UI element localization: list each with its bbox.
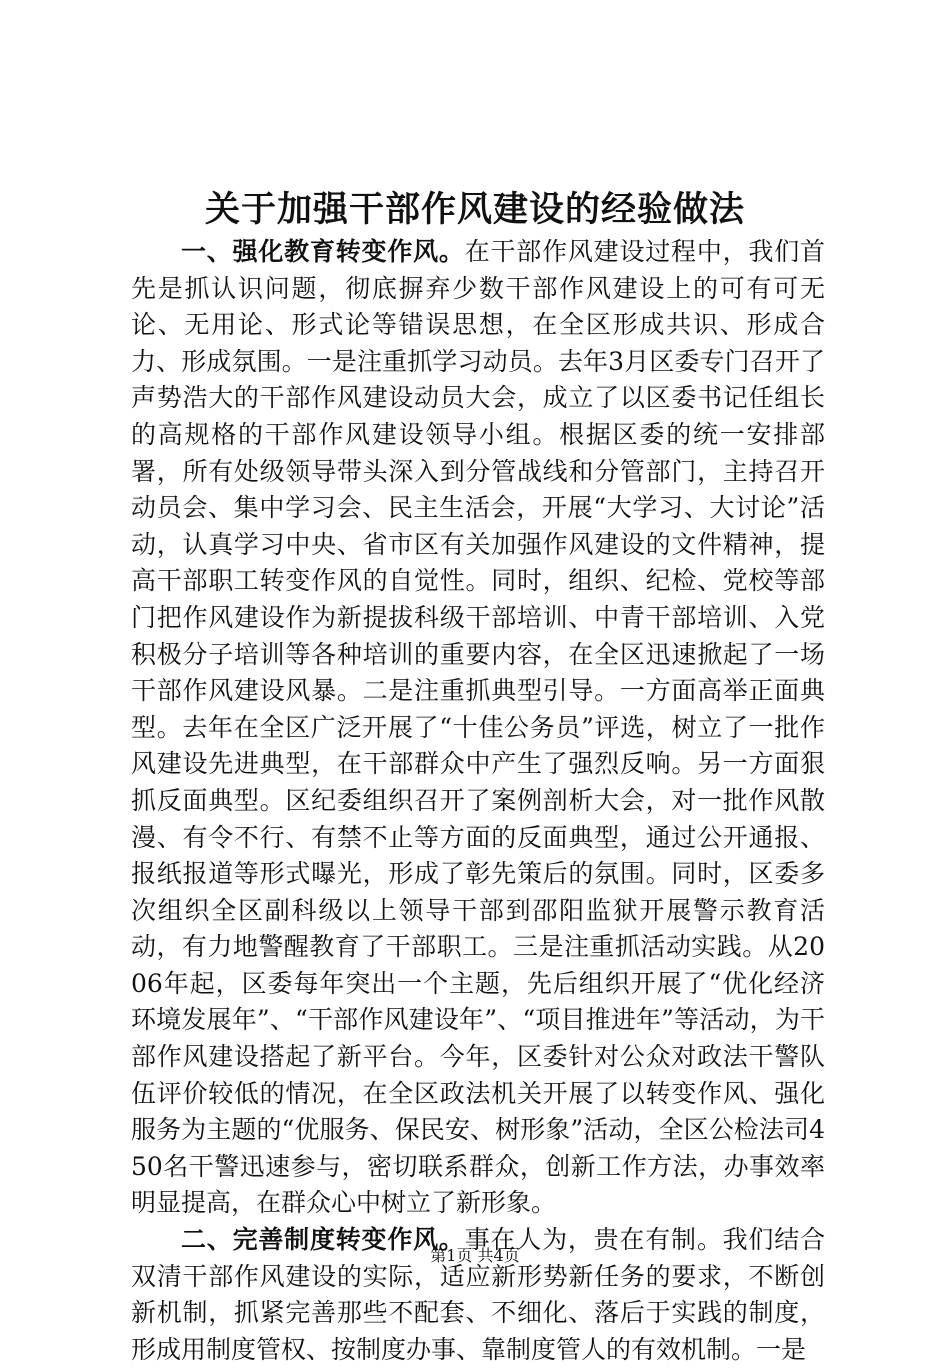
paragraph-2 [131,1222,825,1368]
paragraph-1 [131,234,825,1222]
paragraph-2-text: 事在人为，贵在有制。我们结合双清干部作风建设的实际，适应新形势新任务的要求，不断创新机制，抓紧完善那些不配套、不细化、落后于实践的制度，形成用制度管权、按制度办事、靠制度管人的有效机制。一是 [131,1225,825,1364]
page-number-footer: 第1页 共4页 [430,1246,520,1265]
document-title: 关于加强干部作风建设的经验做法 [204,190,745,230]
paragraph-2-heading: 二、完善制度转变作风。 [181,1225,465,1255]
paragraph-1-heading: 一、强化教育转变作风。 [181,237,465,266]
document-body [131,234,825,1368]
paragraph-1-text: 在干部作风建设过程中，我们首先是抓认识问题，彻底摒弃少数干部作风建设上的可有可无论、无用论、形式论等错误思想，在全区形成共识、形成合力、形成氛围。一是注重抓学习动员。去年3月区委专门召开了声势浩大的干部作风建设动员大会，成立了以区委书记任组长的高规格的干部作风建设领导小组。根据区委的统一安排部署，所有处级领导带头深入到分管战线和分管部门，主持召开动员会、集中学习会、民主生活会，开展“大学习、大讨论”活动，认真学习中央、省市区有关加强作风建设的文件精神，提高干部职工转变作风的自觉性。同时，组织、纪检、党校等部门把作风建设作为新提拔科级干部培训、中青干部培训、入党积极分子培训等各种培训的重要内容，在全区迅速掀起了一场干部作风建设风暴。二是注重抓典型引导。一方面高举正面典型。去年在全区广泛开展了“十佳公务员”评选，树立了一批作风建设先进典型，在干部群众中产生了强烈反响。另一方面狠抓反面典型。区纪委组织召开了案例剖析大会，对一批作风散漫、有令不行、有禁不止等方面的反面典型，通过公开通报、报纸报道等形式曝光，形成了彰先策后的氛围。同时，区委多次组织全区副科级以上领导干部到邵阳监狱开展警示教育活动，有力地警醒教育了干部职工。三是注重抓活动实践。从2006年起，区委每年突出一个主题，先后组织开展了“优化经济环境发展年”、“干部作风建设年”、“项目推进年”等活动，为干部作风建设搭起了新平台。今年，区委针对公众对政法干警队伍评价较低的情况，在全区政法机关开展了以转变作风、强化服务为主题的“优服务、保民安、树形象”活动，全区公检法司450名干警迅速参与，密切联系群众，创新工作方法，办事效率明显提高，在群众心中树立了新形象。 [131,237,825,1218]
